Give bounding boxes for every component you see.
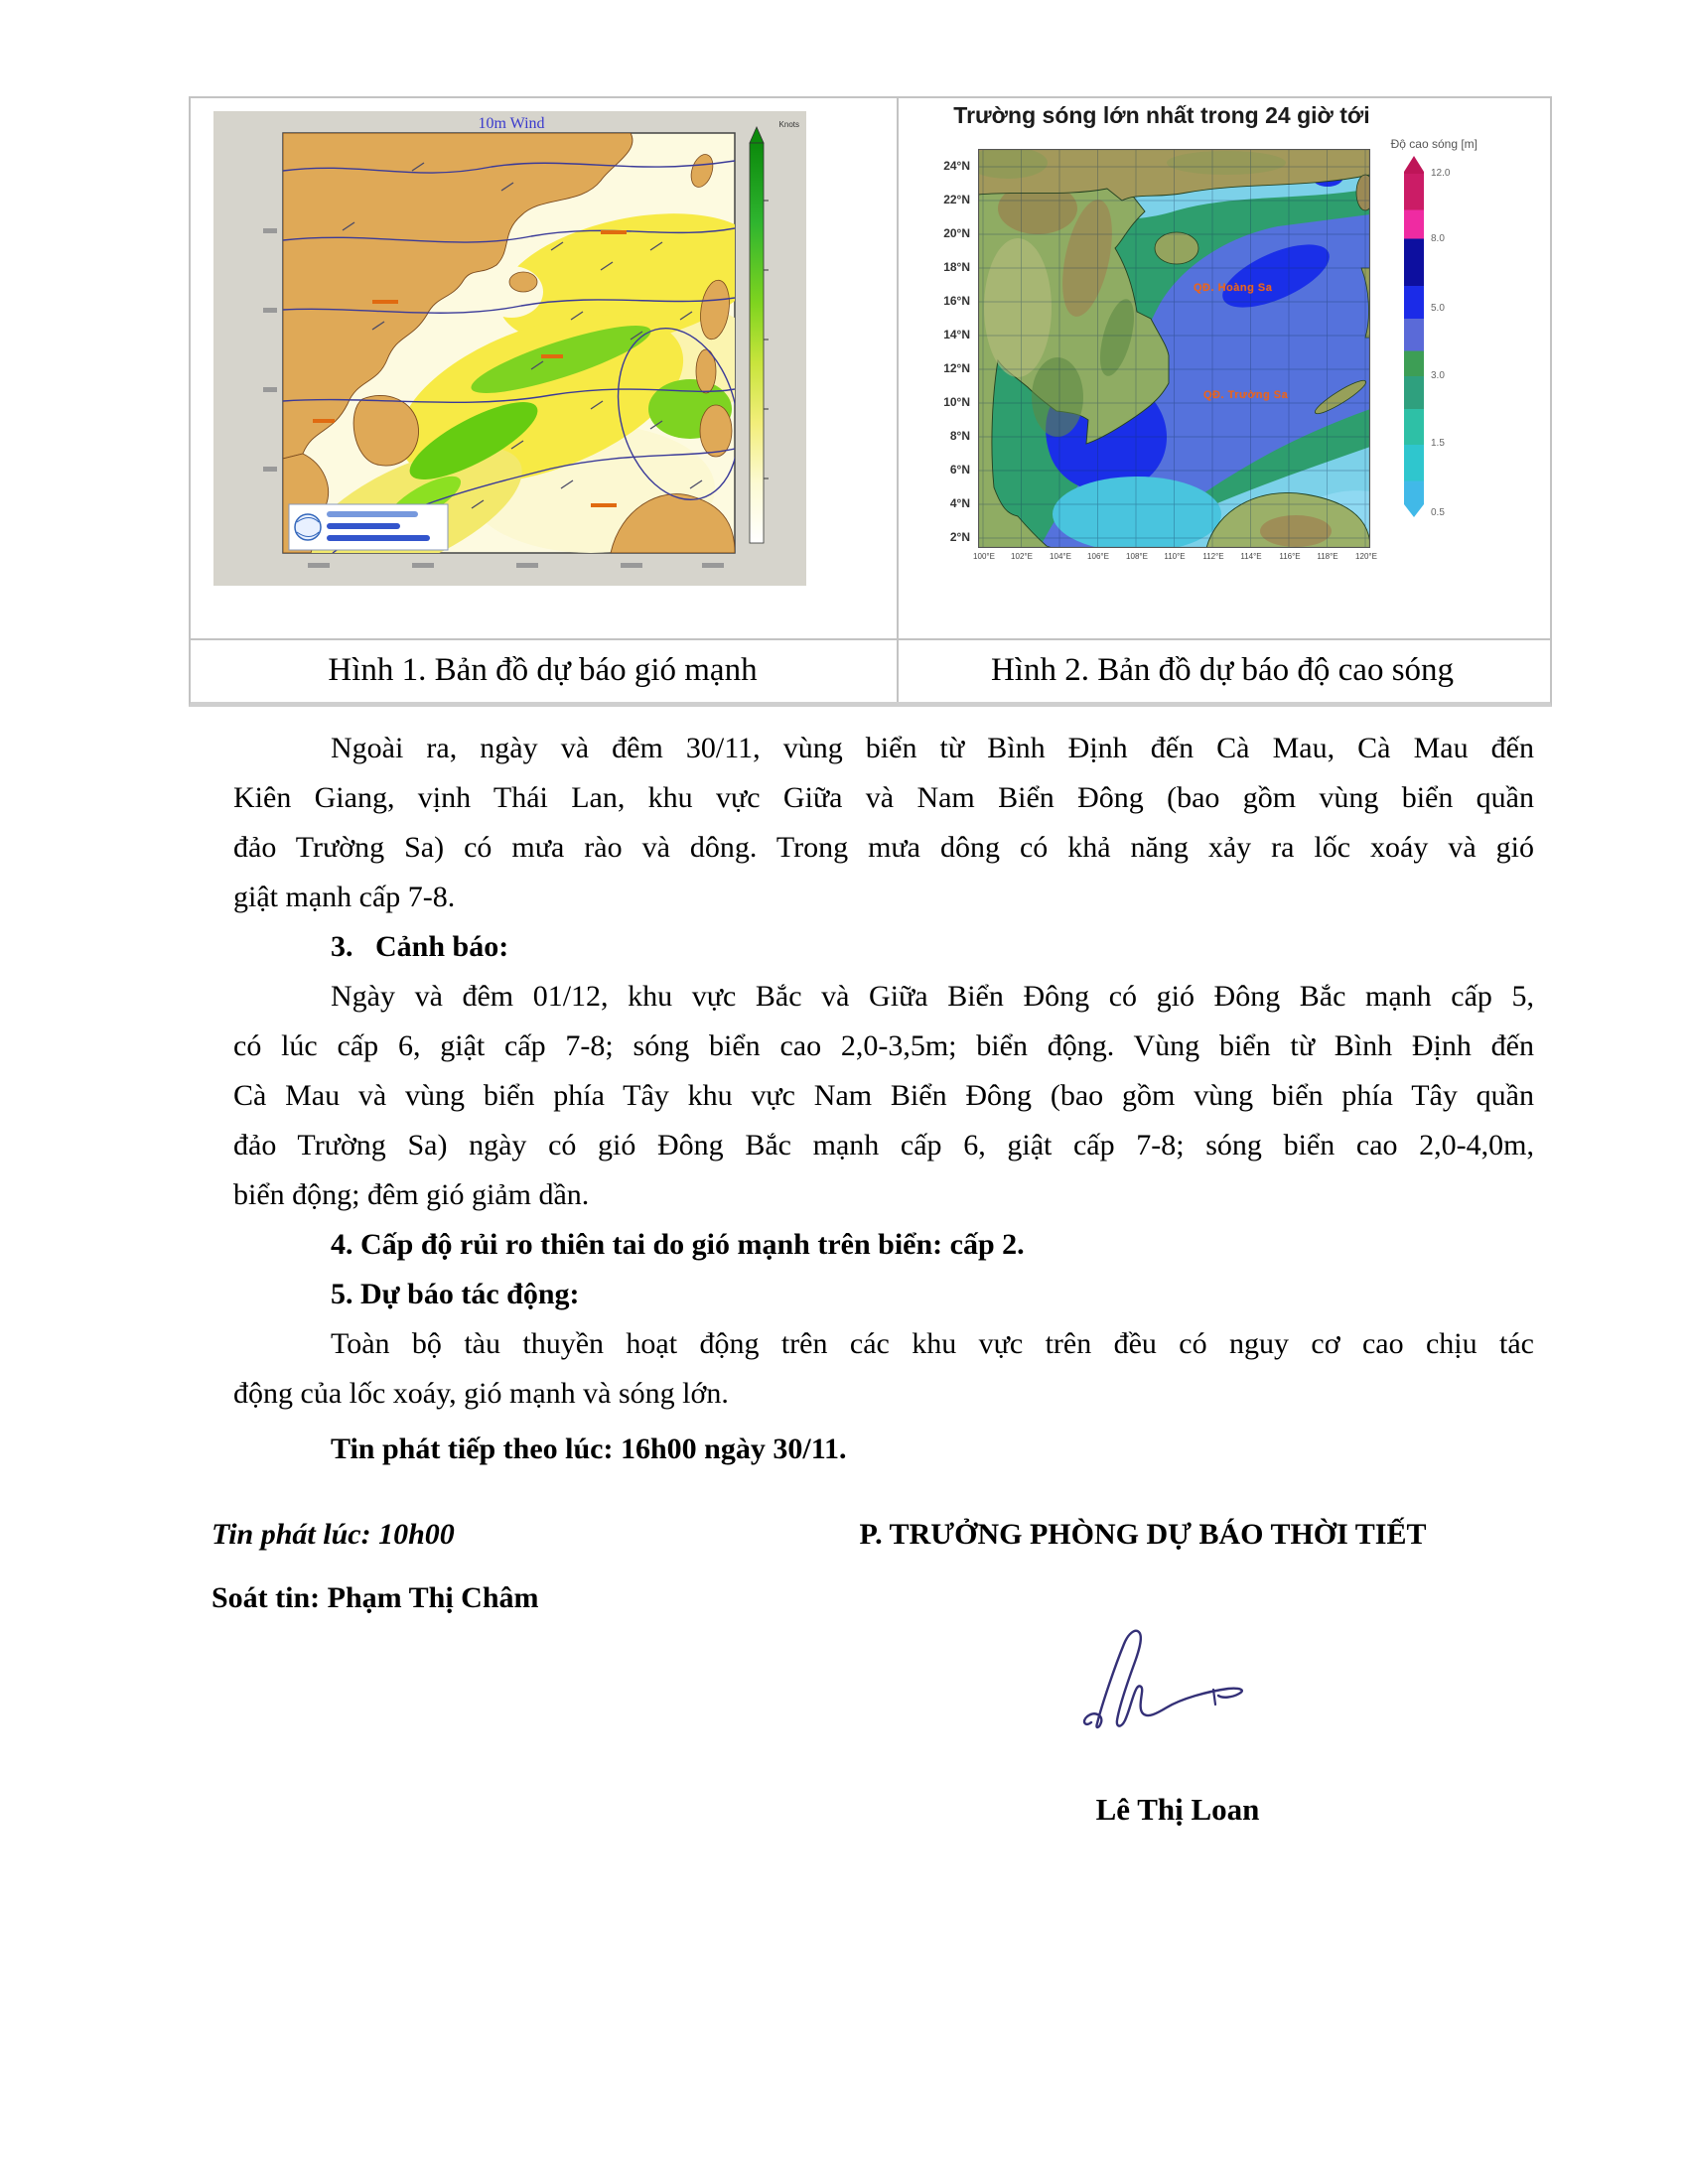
wave-colorbar-tick: 5.0 — [1431, 303, 1445, 314]
wave-lat-label: 12°N — [943, 361, 970, 375]
wave-lat-label: 4°N — [949, 496, 970, 510]
paragraph-line: Ngày và đêm 01/12, khu vực Bắc và Giữa Biển Đông có gió Đông Bắc mạnh cấp 5, có lúc cấp 6, giật cấp 7-8; sóng biển cao 2,0-3,5m; biển động. Vùng biển từ Bình Định đến Cà Mau và vùng biển phía Tây khu vực Nam Biển Đông (bao gồm vùng biển phía Tây quần đảo Trường Sa) ngày có gió Đông Bắc mạnh cấp 6, giật cấp 7-8; sóng biển cao 2,0-4,0m, biển động; đêm gió giảm dần. — [233, 980, 1534, 1211]
wave-colorbar-tick: 12.0 — [1431, 168, 1451, 179]
wave-forecast-map — [978, 149, 1370, 548]
wave-lon-label: 106°E — [1087, 552, 1109, 561]
reviewer: Soát tin: Phạm Thị Châm — [211, 1581, 539, 1614]
wave-colorbar-tick: 8.0 — [1431, 233, 1445, 244]
paragraph-line: Ngoài ra, ngày và đêm 30/11, vùng biển từ Bình Định đến Cà Mau, Cà Mau đến Kiên Giang, vịnh Thái Lan, khu vực Giữa và Nam Biển Đông (bao gồm vùng biển quần đảo Trường Sa) có mưa rào và dông. Trong mưa dông có khả năng xảy ra lốc xoáy và gió giật mạnh cấp 7-8. — [233, 732, 1534, 913]
wave-colorbar-label: Độ cao sóng [m] — [1390, 137, 1477, 151]
wind-forecast-map — [213, 111, 806, 586]
wave-map-hainan — [1155, 232, 1198, 264]
section-heading-5: 5. Dự báo tác động: — [331, 1278, 580, 1310]
body-text — [233, 724, 1534, 1474]
section-heading-3: 3. Cảnh báo: — [331, 930, 509, 963]
wave-lat-label: 16°N — [943, 294, 970, 308]
wave-lon-label: 120°E — [1355, 552, 1377, 561]
truong-sa-label: QĐ. Trường Sa — [1203, 389, 1289, 401]
wave-lon-label: 114°E — [1240, 552, 1262, 561]
wave-lat-label: 2°N — [949, 530, 970, 544]
wave-lon-label: 102°E — [1011, 552, 1033, 561]
wave-lon-label: 110°E — [1164, 552, 1186, 561]
wave-lon-label: 118°E — [1317, 552, 1338, 561]
signer-title: P. TRƯỞNG PHÒNG DỰ BÁO THỜI TIẾT — [859, 1518, 1427, 1551]
wave-colorbar — [1404, 156, 1424, 517]
wave-lon-label: 100°E — [973, 552, 995, 561]
wave-lat-label: 6°N — [949, 463, 970, 477]
wave-lon-label: 112°E — [1202, 552, 1224, 561]
wave-map-title: Trường sóng lớn nhất trong 24 giờ tới — [953, 102, 1370, 128]
signer-name: Lê Thị Loan — [1095, 1792, 1260, 1827]
wave-colorbar-tick: 1.5 — [1431, 438, 1445, 449]
paragraph-line: Toàn bộ tàu thuyền hoạt động trên các khu vực trên đều có nguy cơ cao chịu tác động của lốc xoáy, gió mạnh và sóng lớn. — [233, 1327, 1534, 1410]
wave-colorbar-tick: 3.0 — [1431, 370, 1445, 381]
wave-lat-label: 8°N — [949, 429, 970, 443]
wind-map-logo-box — [289, 504, 448, 550]
wave-lon-label: 104°E — [1050, 552, 1071, 561]
wave-lat-label: 18°N — [943, 260, 970, 274]
section-heading-4: 4. Cấp độ rủi ro thiên tai do gió mạnh trên biển: cấp 2. — [331, 1228, 1025, 1261]
wind-map-land-svietnam — [353, 395, 418, 466]
signature-stroke — [1084, 1631, 1242, 1727]
issued-time: Tin phát lúc: 10h00 — [211, 1518, 455, 1551]
wave-lat-label: 10°N — [943, 395, 970, 409]
forecast-center-globe-icon — [295, 514, 321, 540]
hoang-sa-label: QĐ. Hoàng Sa — [1194, 282, 1273, 294]
figure2-caption: Hình 2. Bản đồ dự báo độ cao sóng — [990, 652, 1455, 688]
wave-lon-label: 116°E — [1279, 552, 1301, 561]
wave-lat-label: 22°N — [943, 193, 970, 206]
wave-lat-label: 24°N — [943, 159, 970, 173]
wave-lon-label: 108°E — [1126, 552, 1148, 561]
figure1-caption: Hình 1. Bản đồ dự báo gió mạnh — [328, 652, 758, 688]
wave-lat-label: 14°N — [943, 328, 970, 341]
wind-map-plot — [263, 127, 774, 586]
wind-map-hainan — [509, 272, 537, 292]
wind-map-units-label: Knots — [778, 120, 799, 129]
wave-lat-label: 20°N — [943, 226, 970, 240]
wind-map-title: 10m Wind — [478, 115, 545, 132]
signature — [1077, 1626, 1266, 1745]
next-bulletin-line: Tin phát tiếp theo lúc: 16h00 ngày 30/11. — [331, 1433, 847, 1465]
wave-colorbar-tick: 0.5 — [1431, 507, 1445, 518]
